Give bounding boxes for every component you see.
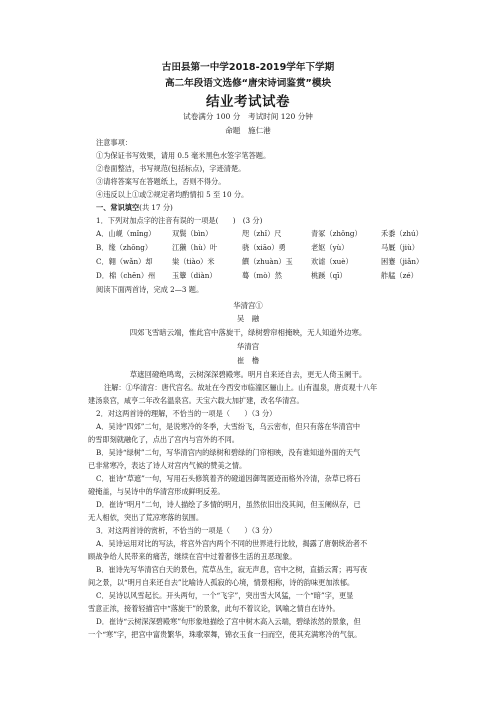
q1-option-b-1: B．缘（zhōng） [96,243,153,252]
q2-line-7: D．崔诗“明月”二句，诗人描绘了多情的明月，虽然依旧出没其间，但玉阑纵存，已 [96,500,361,509]
q1-option-a-1: A．山岘（mǐng） [96,229,156,238]
q1-option-c-2: 粜（tiào）米 [172,257,215,266]
q3-stem: 3．对这两首诗的赏析，不恰当的一项是（ ）（3 分） [96,526,277,535]
q2-line-2: 的雪即刻就融化了，点出了宫内与宫外的不同。 [88,435,239,444]
q2-line-6: 磴掩盖，与吴诗中的华清宫形成鲜明反差。 [88,487,225,496]
q3-line-7: D．崔诗“云树深深碧殿寒”句形象地描绘了宫中树木高入云端，碧绿浓然的景象，但 [96,617,361,626]
q3-line-8: 一个“寒”字，把宫中富贵繁华，珠歌翠舞，锦衣玉食一扫而空，使其充满寒冷的气氛。 [88,630,362,639]
annotation-line-1: 注解：①华清宫：唐代宫名。故址在今西安市临潼区骊山上。山有温泉，唐贞观十八年 [104,383,378,392]
q3-line-2: 顾战争给人民带来的痛苦，继续在宫中过着奢侈生活的丑恶现象。 [88,552,297,561]
q1-option-c-3: 饌（zhuàn）玉 [242,257,293,266]
q2-line-5: C．崔诗“草遮”一句，写用石头修筑着齐的磴道因御驾匿迹而格外冷清，杂草已将石 [96,474,361,483]
q1-option-b-5: 马厩（jiù） [381,243,419,252]
poem-2-author: 崔 橹 [236,356,260,365]
q2-line-8: 无人相依，突出了荒凉寒落的氛围。 [88,513,204,522]
q1-option-c-5: 困蹇（jiǎn） [381,257,424,266]
q1-option-a-3: 咫（zhǐ）尺 [242,229,282,238]
exam-setter: 命题 施仁港 [225,126,271,135]
poem-2-title: 华清宫 [236,342,260,351]
section-1-count: (共 17 分) [139,203,173,212]
section-1-title: 一、常识填空 [96,203,140,212]
exam-title: 结业考试试卷 [206,94,290,110]
q2-line-4: 已非常寒冷，表达了诗人对宫内气候的赞美之情。 [88,461,247,470]
q1-option-b-2: 江獭（hù）叶 [172,243,218,252]
q2-line-1: A．吴诗“四郊”二句，是说寒冷的冬季，大雪纷飞，乌云密布，但只有落在华清宫中 [96,422,361,431]
q3-line-5: C．吴诗以风雪起长。开头两句，一个“飞字”，突出雪大风猛，一个“暗”字，更显 [96,591,354,600]
note-item-2: ②卷面整洁，书写规范(包括标点)，字迹清楚。 [96,164,246,173]
q1-option-b-3: 骁（xiāo）勇 [242,243,286,252]
q3-line-1: A．吴诗运用对比的写法，将宫外宫内两个不同的世界进行比较，揭露了唐朝统治者不 [96,539,368,548]
q1-stem: 1．下列对加点字的注音有误的一项是( ) (3 分) [96,216,263,225]
module-title: 高二年段语文选修“唐宋诗词鉴赏”模块 [164,78,332,89]
note-item-3: ③请将答案写在答题纸上，否则不得分。 [96,177,226,186]
q3-line-4: 间之景，以“明月自来还自去”比喻诗人孤寂的心境，情景相称，诗的韵味更加浓郁。 [88,578,355,587]
q1-option-a-4: 青冢（zhǒng） [311,229,362,238]
q2-stem: 2．对这两首诗的理解，不恰当的一项是（ ）（3 分） [96,409,277,418]
annotation-line-2: 建汤泉宫，咸亨二年改名温泉宫。天宝六载大加扩建，改名华清宫。 [88,396,304,405]
q3-line-3: B．崔诗先写华清宫白天的景色，荒草丛生，寂无声息，宫中之树，直插云霄；再写夜 [96,565,368,574]
q1-option-d-2: 玉簟（diàn） [172,271,217,280]
section-1-heading [96,203,173,212]
note-item-4: ④违反以上①或②规定者均酌情扣 5 至 10 分。 [96,190,249,199]
school-title: 古田县第一中学2018-2019学年下学期 [161,62,335,73]
q1-option-a-5: 禾黍（zhú） [381,229,423,238]
poem-1-text: 四郊飞雪暗云端，惟此宫中落旋干，绿树碧帘相掩映，无人知道外边寒。 [129,328,367,337]
poem-2-text: 草遮回磴绝鸣鸾，云树深深碧殿寒。明月自来还自去，更无人倚玉阑干。 [129,370,367,379]
q1-option-d-1: D．棉（chēn）州 [96,271,156,280]
q1-option-a-2: 双鬓（bìn） [172,229,213,238]
q1-option-d-5: 舴艋（zé） [381,271,418,280]
poem-1-title: 华清宫① [233,301,263,310]
exam-info: 试卷满分 100 分 考试时间 120 分钟 [183,112,313,121]
q2-line-3: B．吴诗“绿树”二句，写华清宫内的绿树和碧绿的门帘相映，没有谁知道外面的天气 [96,448,361,457]
q1-option-d-3: 蓦（mò）然 [242,271,282,280]
poem-1-author: 吴 融 [236,314,260,323]
reading-intro: 阅读下面两首诗，完成 2—3 题。 [96,285,204,294]
q1-option-b-4: 老妪（yù） [311,243,349,252]
notes-heading: 注意事项： [96,138,132,147]
q1-option-c-4: 欢谑（xuè） [311,257,353,266]
note-item-1: ①为保证书写效果，请用 0.5 毫米黑色水签字笔答题。 [96,151,271,160]
q1-option-d-4: 桃蹊（qī） [311,271,347,280]
q1-option-c-1: C．翱（wǎn）却 [96,257,153,266]
q3-line-6: 雪意正浓，接着轻描宫中“落旋干”的景象，此句不着议论，讽喻之情自在诗外。 [88,604,340,613]
